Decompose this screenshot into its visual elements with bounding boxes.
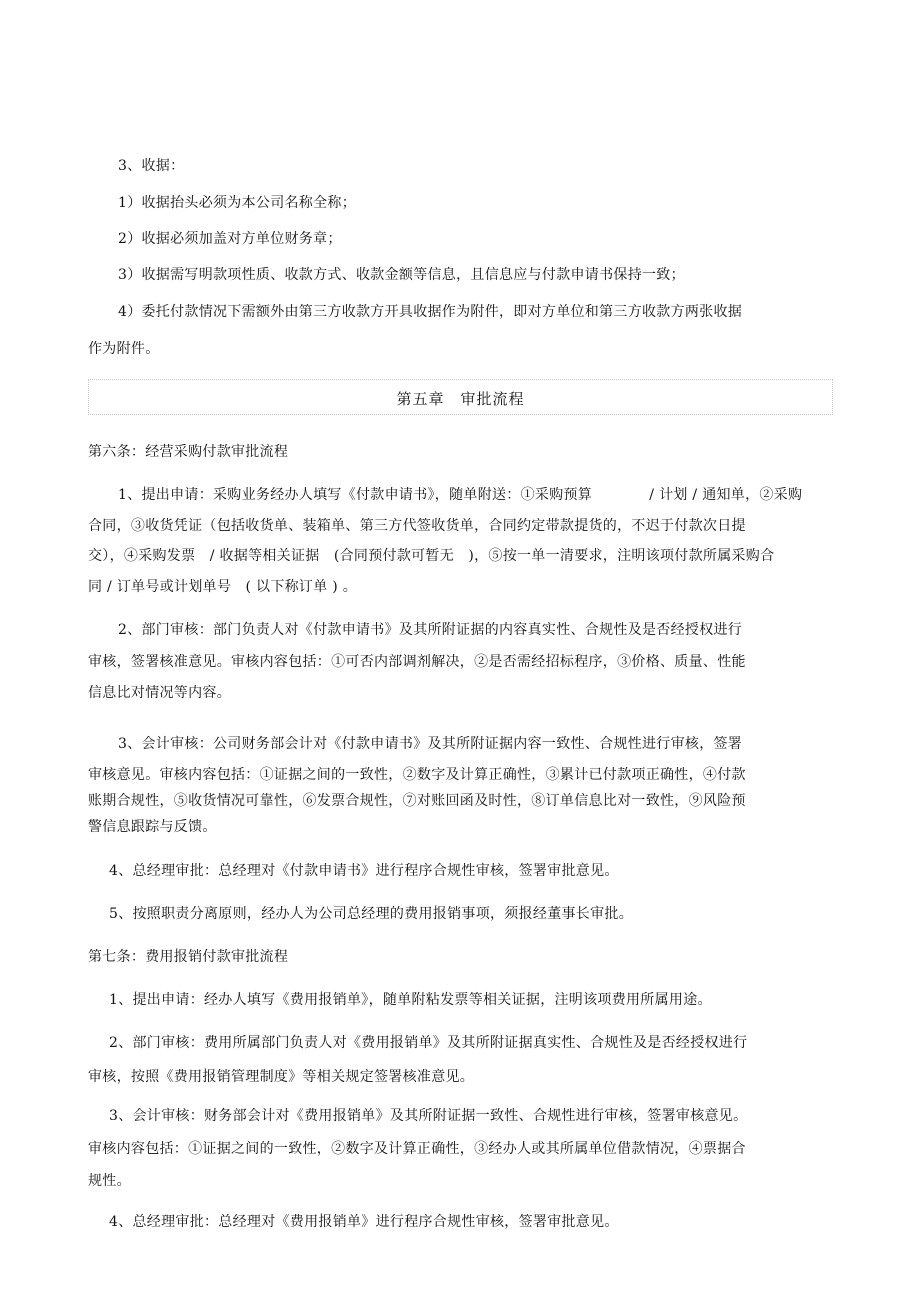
article-6-step-2-line-2: 审核，签署核准意见。审核内容包括：①可否内部调剂解决，②是否需经招标程序，③价格、质量、性能: [88, 654, 746, 670]
receipt-rule-3: 3）收据需写明款项性质、收款方式、收款金额等信息，且信息应与付款申请书保持一致；: [118, 267, 685, 283]
chapter-title: 第五章 审批流程: [396, 390, 525, 408]
article-7-step-2-line-2: 审核，按照《费用报销管理制度》等相关规定签署核准意见。: [88, 1069, 475, 1085]
receipt-rule-4-continued: 作为附件。: [88, 341, 160, 357]
article-6-step-2-line-1: 2、部门审核：部门负责人对《付款申请书》及其所附证据的内容真实性、合规性及是否经授权进行: [118, 622, 743, 638]
article-6-step-3-line-1: 3、会计审核：公司财务部会计对《付款申请书》及其所附证据内容一致性、合规性进行审核，签署: [118, 736, 743, 752]
article-6-step-1-line-4: 同 / 订单号或计划单号 ( 以下称订单 ) 。: [88, 579, 358, 595]
receipt-rule-1: 1）收据抬头必须为本公司名称全称；: [118, 195, 357, 211]
section-3-heading: 3、收据：: [118, 158, 185, 174]
article-6-step-1-line-3: 交），④采购发票 / 收据等相关证据 (合同预付款可暂无 )，⑤按一单一清要求，注明该项付款所属采购合: [88, 548, 775, 564]
article-6-step-2-line-3: 信息比对情况等内容。: [88, 685, 231, 701]
article-7-step-2-line-1: 2、部门审核：费用所属部门负责人对《费用报销单》及其所附证据真实性、合规性及是否经授权进行: [109, 1035, 748, 1051]
receipt-rule-2: 2）收据必须加盖对方单位财务章；: [118, 231, 342, 247]
article-6-title: 第六条：经营采购付款审批流程: [88, 444, 289, 460]
article-7-step-3-line-2: 审核内容包括：①证据之间的一致性，②数字及计算正确性，③经办人或其所属单位借款情况，④票据合: [88, 1141, 746, 1157]
article-7-step-3-line-3: 规性。: [88, 1173, 131, 1189]
chapter-heading-box: [88, 379, 833, 415]
article-6-step-3-line-4: 警信息跟踪与反馈。: [88, 819, 217, 835]
receipt-rule-4: 4）委托付款情况下需额外由第三方收款方开具收据作为附件，即对方单位和第三方收款方两张收据: [118, 304, 743, 320]
article-7-title: 第七条：费用报销付款审批流程: [88, 949, 289, 965]
article-6-step-3-line-2: 审核意见。审核内容包括：①证据之间的一致性，②数字及计算正确性，③累计已付款项正确性，④付款: [88, 767, 746, 783]
article-6-step-1-line-1: 1、提出申请：采购业务经办人填写《付款申请书》，随单附送：①采购预算 / 计划 / 通知单，②采购: [118, 487, 803, 503]
article-7-step-3-line-1: 3、会计审核：财务部会计对《费用报销单》及其所附证据一致性、合规性进行审核，签署审核意见。: [109, 1108, 748, 1124]
article-6-step-3-line-3: 账期合规性，⑤收货情况可靠性，⑥发票合规性，⑦对账回函及时性，⑧订单信息比对一致性，⑨风险预: [88, 793, 746, 809]
article-6-step-5: 5、按照职责分离原则，经办人为公司总经理的费用报销事项，须报经董事长审批。: [109, 906, 634, 922]
article-6-step-4: 4、总经理审批：总经理对《付款申请书》进行程序合规性审核，签署审批意见。: [109, 863, 619, 879]
article-7-step-1: 1、提出申请：经办人填写《费用报销单》，随单附粘发票等相关证据，注明该项费用所属用途。: [109, 992, 712, 1008]
article-6-step-1-line-2: 合同，③收货凭证（包括收货单、装箱单、第三方代签收货单，合同约定带款提货的，不迟于付款次日提: [88, 518, 746, 534]
article-7-step-4: 4、总经理审批：总经理对《费用报销单》进行程序合规性审核，签署审批意见。: [109, 1214, 619, 1230]
